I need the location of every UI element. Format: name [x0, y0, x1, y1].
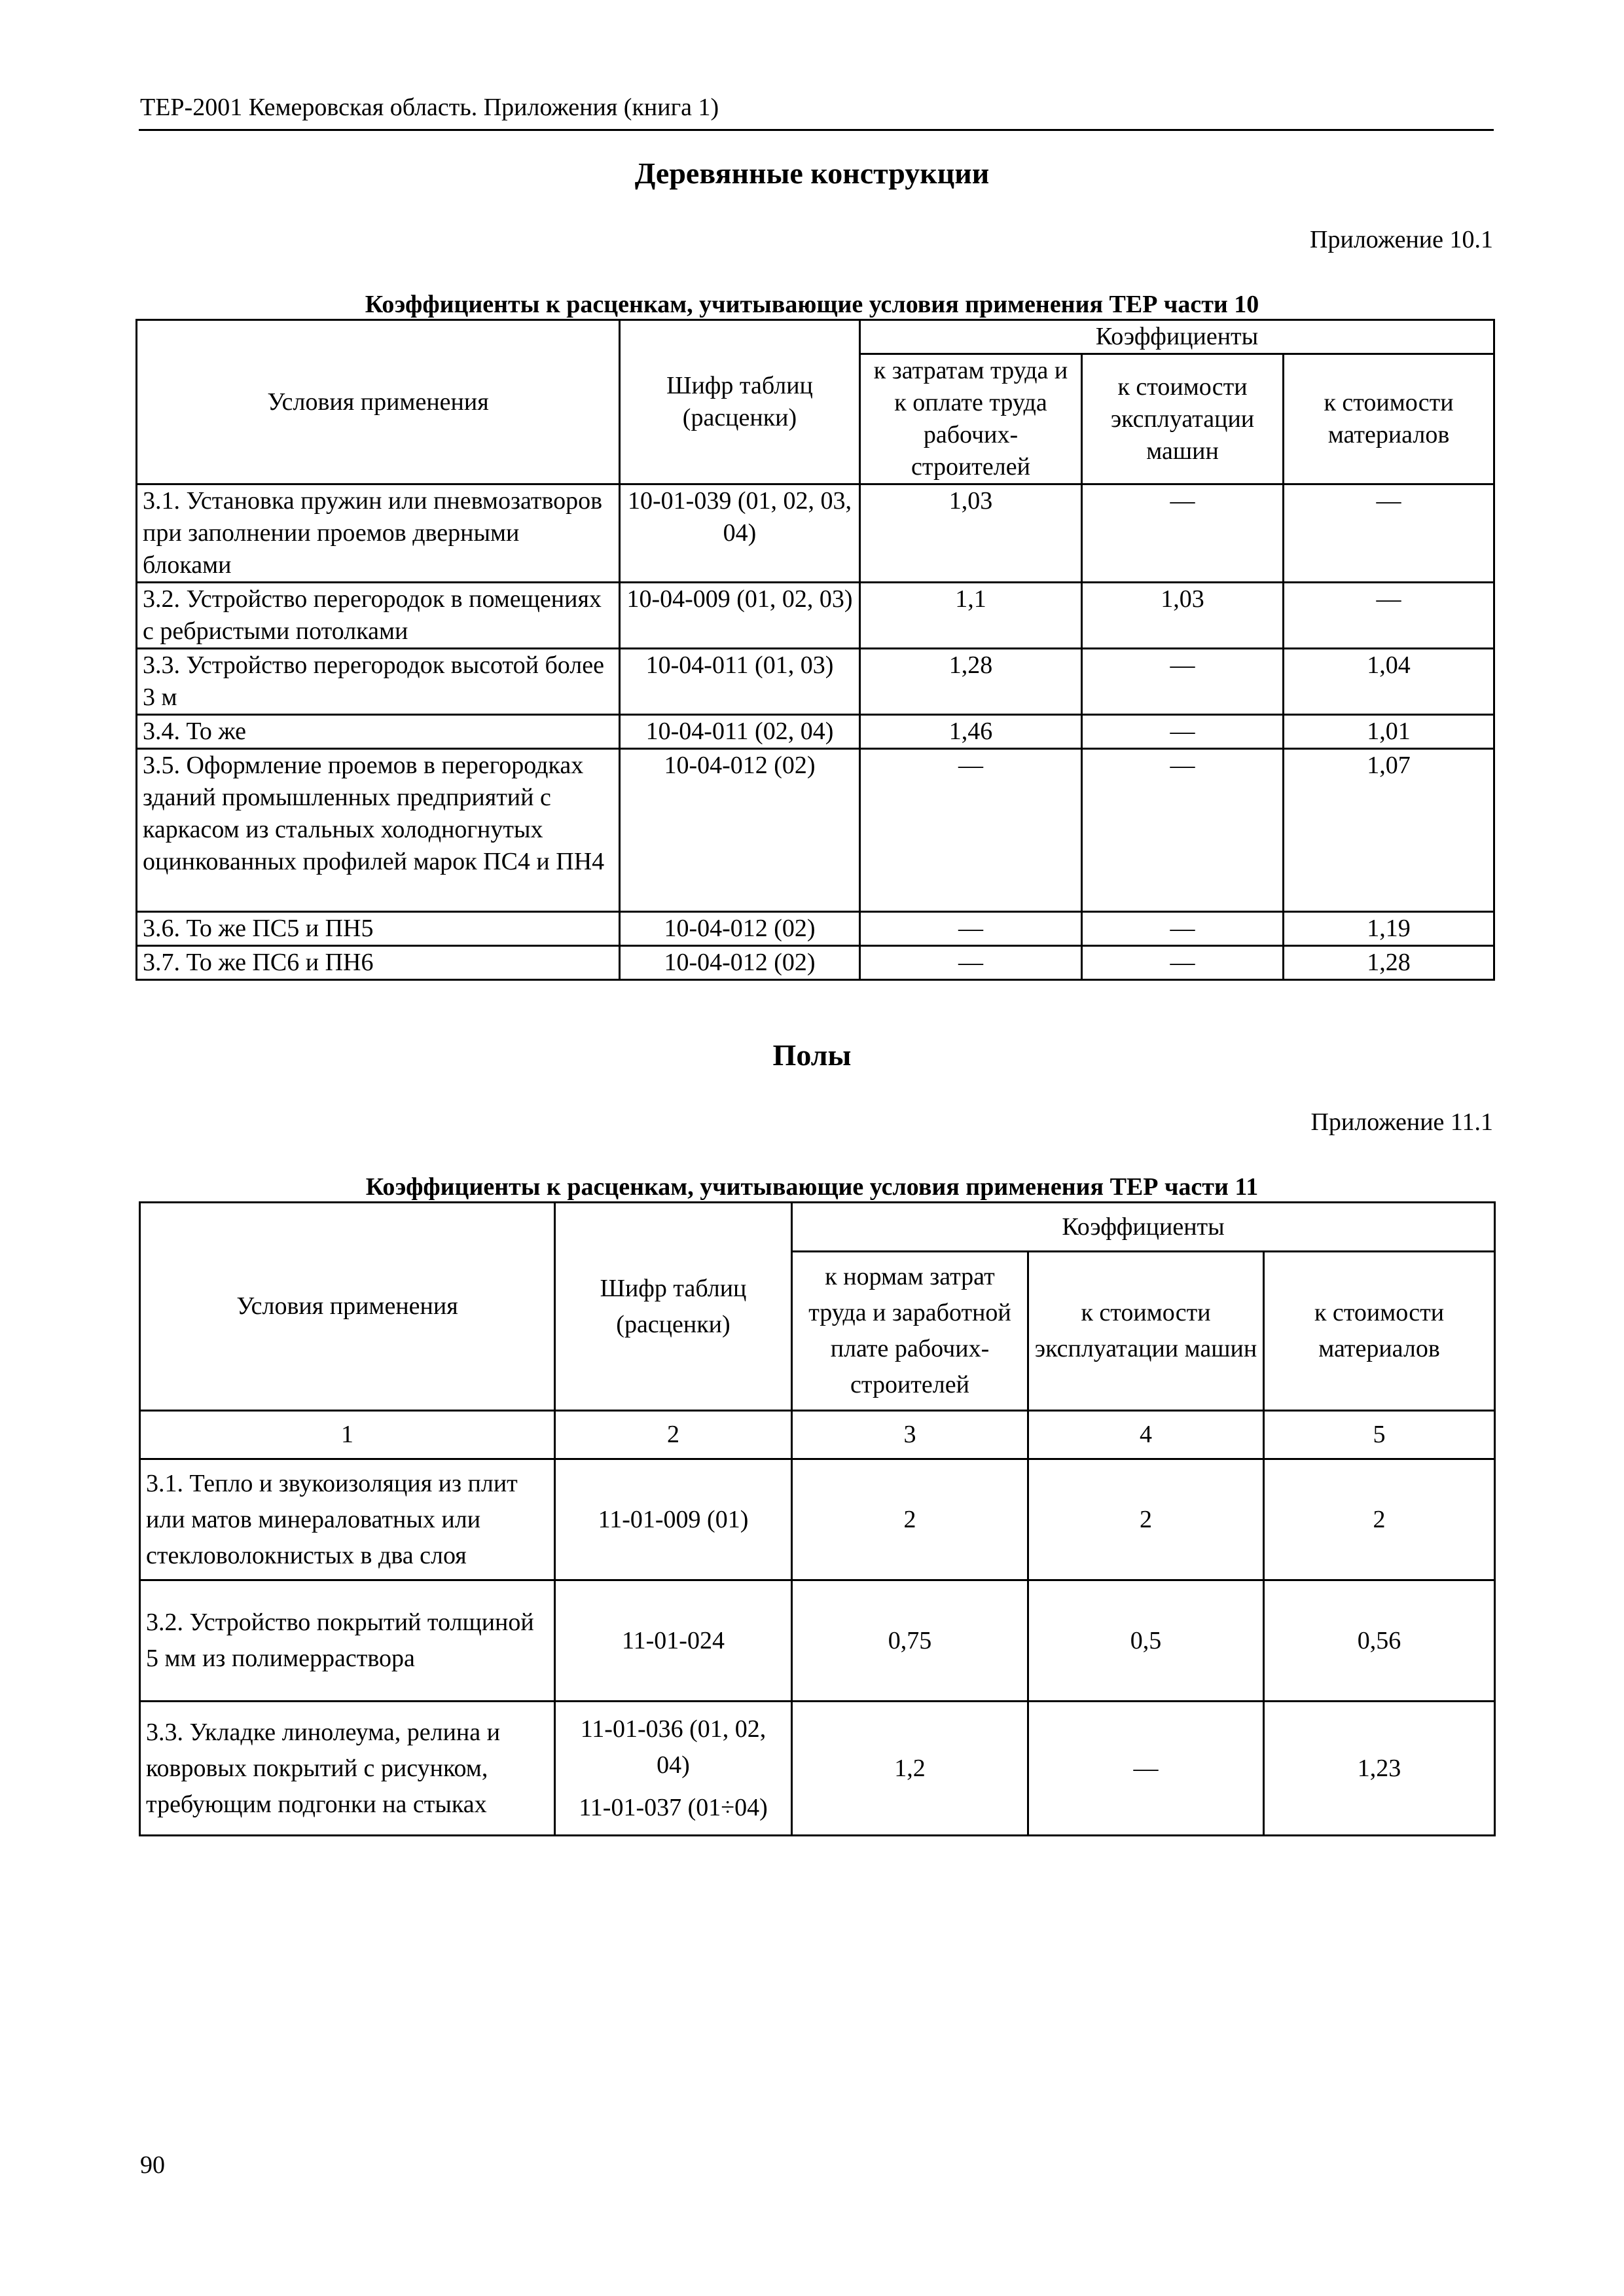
cell-labor: 0,75	[792, 1580, 1028, 1702]
col-number: 3	[792, 1411, 1028, 1459]
cell-conditions: 3.2. Устройство перегородок в помещениях с ребристыми потолками	[137, 583, 620, 649]
header-rule	[139, 129, 1494, 131]
cell-code: 10-04-011 (01, 03)	[620, 649, 860, 715]
col-number: 5	[1264, 1411, 1495, 1459]
cell-code: 11-01-009 (01)	[555, 1459, 792, 1580]
cell-materials: 1,23	[1264, 1702, 1495, 1836]
cell-conditions: 3.7. То же ПС6 и ПН6	[137, 946, 620, 980]
cell-machines: —	[1082, 912, 1284, 946]
table-row	[140, 1702, 1495, 1836]
col-header-coefficients: Коэффициенты	[792, 1203, 1495, 1252]
table-row	[137, 912, 1494, 946]
cell-conditions: 3.3. Укладке линолеума, релина и ковровых покрытий с рисунком, требующим подгонки на стыках	[140, 1702, 555, 1836]
col-header-machines: к стоимости эксплуатации машин	[1028, 1252, 1264, 1411]
cell-code: 10-04-012 (02)	[620, 749, 860, 912]
cell-machines: 0,5	[1028, 1580, 1264, 1702]
cell-materials: 0,56	[1264, 1580, 1495, 1702]
cell-conditions: 3.1. Установка пружин или пневмозатворов при заполнении проемов дверными блоками	[137, 484, 620, 583]
cell-code	[555, 1702, 792, 1836]
cell-machines: —	[1028, 1702, 1264, 1836]
table-row	[137, 583, 1494, 649]
table-row	[140, 1580, 1495, 1702]
table-caption-10: Коэффициенты к расценкам, учитывающие условия применения ТЕР части 10	[365, 291, 1259, 318]
cell-code-line: 11-01-037 (01÷04)	[579, 1793, 768, 1821]
cell-code-line: 11-01-036 (01, 02, 04)	[580, 1715, 767, 1779]
col-number: 2	[555, 1411, 792, 1459]
cell-conditions: 3.3. Устройство перегородок высотой более 3 м	[137, 649, 620, 715]
col-header-materials: к стоимости материалов	[1264, 1252, 1495, 1411]
cell-materials: 1,07	[1284, 749, 1494, 912]
cell-labor: —	[860, 912, 1082, 946]
cell-code: 10-04-009 (01, 02, 03)	[620, 583, 860, 649]
cell-labor: —	[860, 946, 1082, 980]
col-number: 1	[140, 1411, 555, 1459]
col-number: 4	[1028, 1411, 1264, 1459]
cell-materials: —	[1284, 583, 1494, 649]
cell-labor: 2	[792, 1459, 1028, 1580]
col-header-code: Шифр таблиц (расценки)	[555, 1203, 792, 1411]
cell-code: 11-01-024	[555, 1580, 792, 1702]
col-header-conditions: Условия применения	[137, 320, 620, 484]
appendix-label-10-1: Приложение 10.1	[1310, 226, 1493, 253]
cell-code: 10-04-011 (02, 04)	[620, 715, 860, 749]
cell-materials: 1,01	[1284, 715, 1494, 749]
cell-machines: —	[1082, 715, 1284, 749]
appendix-label-11-1: Приложение 11.1	[1310, 1108, 1493, 1136]
cell-labor: 1,28	[860, 649, 1082, 715]
cell-materials: 1,04	[1284, 649, 1494, 715]
cell-code: 10-04-012 (02)	[620, 912, 860, 946]
col-header-coefficients: Коэффициенты	[860, 320, 1494, 354]
section-title-floors: Полы	[772, 1038, 852, 1072]
cell-conditions: 3.1. Тепло и звукоизоляция из плит или матов минераловатных или стекловолокнистых в два слоя	[140, 1459, 555, 1580]
cell-conditions: 3.2. Устройство покрытий толщиной 5 мм из полимерраствора	[140, 1580, 555, 1702]
cell-machines: 2	[1028, 1459, 1264, 1580]
table-row	[137, 749, 1494, 912]
cell-labor: 1,2	[792, 1702, 1028, 1836]
col-header-conditions: Условия применения	[140, 1203, 555, 1411]
cell-materials: —	[1284, 484, 1494, 583]
section-title-wooden: Деревянные конструкции	[634, 156, 990, 190]
col-header-materials: к стоимости материалов	[1284, 354, 1494, 484]
cell-materials: 1,19	[1284, 912, 1494, 946]
coefficients-table-11	[139, 1201, 1496, 1836]
cell-machines: —	[1082, 484, 1284, 583]
col-header-machines: к стоимости эксплуатации машин	[1082, 354, 1284, 484]
cell-code: 10-01-039 (01, 02, 03, 04)	[620, 484, 860, 583]
cell-machines: —	[1082, 649, 1284, 715]
cell-labor: 1,1	[860, 583, 1082, 649]
cell-materials: 2	[1264, 1459, 1495, 1580]
col-header-code: Шифр таблиц (расценки)	[620, 320, 860, 484]
cell-code: 10-04-012 (02)	[620, 946, 860, 980]
cell-machines: 1,03	[1082, 583, 1284, 649]
table-row	[140, 1459, 1495, 1580]
cell-conditions: 3.5. Оформление проемов в перегородках зданий промышленных предприятий с каркасом из стальных холодногнутых оцинкованных профилей марок ПС4 и ПН4	[137, 749, 620, 912]
cell-labor: 1,46	[860, 715, 1082, 749]
cell-materials: 1,28	[1284, 946, 1494, 980]
table-row	[137, 715, 1494, 749]
coefficients-table-10	[135, 319, 1495, 981]
page-number: 90	[140, 2151, 165, 2179]
cell-conditions: 3.4. То же	[137, 715, 620, 749]
cell-machines: —	[1082, 946, 1284, 980]
column-number-row	[140, 1411, 1495, 1459]
table-row	[137, 484, 1494, 583]
col-header-labor: к затратам труда и к оплате труда рабочих-строителей	[860, 354, 1082, 484]
cell-labor: 1,03	[860, 484, 1082, 583]
table-caption-11: Коэффициенты к расценкам, учитывающие условия применения ТЕР части 11	[365, 1173, 1259, 1201]
table-row	[137, 649, 1494, 715]
cell-conditions: 3.6. То же ПС5 и ПН5	[137, 912, 620, 946]
table-row	[137, 946, 1494, 980]
cell-machines: —	[1082, 749, 1284, 912]
cell-labor: —	[860, 749, 1082, 912]
running-header: ТЕР-2001 Кемеровская область. Приложения (книга 1)	[140, 94, 719, 121]
col-header-labor: к нормам затрат труда и заработной плате рабочих-строителей	[792, 1252, 1028, 1411]
